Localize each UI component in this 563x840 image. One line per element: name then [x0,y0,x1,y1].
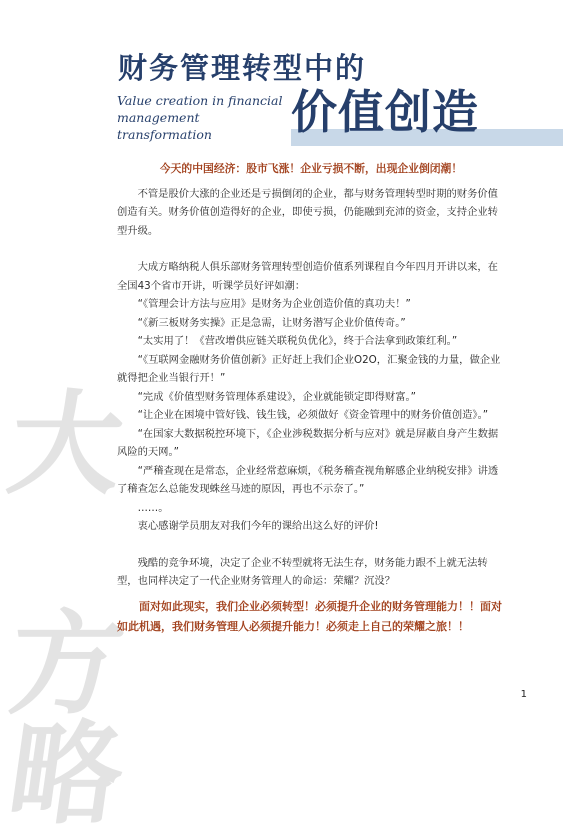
paragraph-competition: 残酷的竞争环境，决定了企业不转型就将无法生存，财务能力跟不上就无法转型，也同样决定了一代企业财务管理人的命运：荣耀？沉没？ [117,556,488,587]
paragraph-intro: 不管是股价大涨的企业还是亏损倒闭的企业，都与财务管理转型时期的财务价值创造有关。财务价值创造得好的企业，即使亏损，仍能融到充沛的资金，支持企业转型升级。 [117,187,498,237]
page-title: 财务管理转型中的 [118,51,367,85]
quote-item: “让企业在困境中管好钱、钱生钱，必须做好《资金管理中的财务价值创造》。” [137,409,489,421]
page-number: 1 [520,689,527,700]
ellipsis: ……。 [137,501,169,514]
watermark-char: 大 [0,379,132,510]
quote-item: “《新三板财务实操》正是急需，让财务潜写企业价值传奇。” [137,316,406,329]
quote-item: “在国家大数据税控环境下，《企业涉税数据分析与应对》就是屏蔽自身产生数据风险的天网。” [117,427,499,458]
quote-item: “太实用了！《营改增供应链关联税负优化》，终于合法拿到政策红利。” [137,335,458,347]
article-headline: 今天的中国经济：股市飞涨！企业亏损不断，出现企业倒闭潮！ [159,162,463,175]
english-subtitle-line1: Value creation in financial [117,93,283,108]
article-body [117,160,505,637]
english-subtitle-line2: management transformation [117,110,212,142]
quote-item: “严稽查现在是常态，企业经常惹麻烦，《税务稽查视角解感企业纳税安排》讲透了稽查怎么总能发现蛛丝马迹的原因，再也不示奈了。” [117,464,499,495]
english-subtitle [117,92,297,143]
watermark-char: 略 [0,709,132,840]
quote-item: “《管理会计方法与应用》是财务为企业创造价值的真功夫！” [137,298,411,310]
thanks-line: 衷心感谢学员朋友对我们今年的课给出这么好的评价! [137,520,379,532]
paragraph-gap [117,536,505,554]
paragraph-courses: 大成方略纳税人俱乐部财务管理转型创造价值系列课程自今年四月开讲以来，在全国43个省市开讲，听课学员好评如潮： [117,261,498,292]
page-title-large: 价值创造 [291,85,479,139]
quote-item: “完成《价值型财务管理体系建设》，企业就能锁定即得财富。” [137,390,416,403]
quote-item: “《互联网金融财务价值创新》正好赶上我们企业O2O，汇聚金钱的力量，做企业就得把企业当银行开！” [117,353,501,384]
closing-statement: 面对如此现实，我们企业必须转型！必须提升企业的财务管理能力！！面对如此机遇，我们财务管理人必须提升能力！必须走上自己的荣耀之旅！！ [117,599,502,633]
paragraph-gap [117,240,505,258]
watermark-char: 方 [0,599,132,730]
